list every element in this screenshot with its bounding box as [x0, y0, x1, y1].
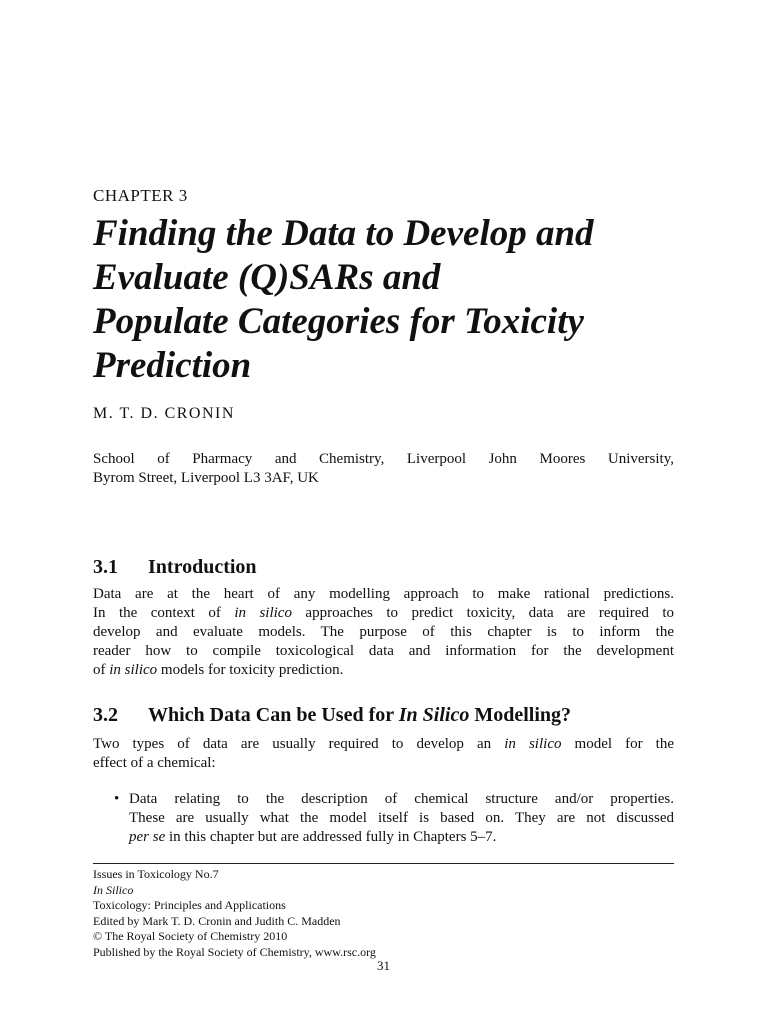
- page: [93, 0, 674, 1024]
- text-line: Data are at the heart of any modelling approach to make rational predictions.: [93, 586, 674, 602]
- section-heading-which-data: [93, 703, 571, 727]
- chapter-title-line: Finding the Data to Develop and: [93, 213, 594, 254]
- chapter-title-line: Evaluate (Q)SARs and: [93, 257, 441, 298]
- introduction-paragraph: [93, 585, 674, 680]
- section-title: Which Data Can be Used for In Silico Modelling?: [148, 704, 572, 726]
- text-line: Data relating to the description of chemical structure and/or properties.: [129, 791, 674, 807]
- text-line: In the context of in silico approaches to predict toxicity, data are required to: [93, 605, 674, 621]
- series-line: Issues in Toxicology No.7: [93, 867, 219, 881]
- italic-term: in silico: [109, 662, 158, 678]
- affiliation-line: Byrom Street, Liverpool L3 3AF, UK: [93, 470, 319, 486]
- chapter-label: CHAPTER 3: [93, 186, 188, 205]
- which-data-paragraph: [93, 735, 674, 773]
- section-title: Introduction: [148, 556, 257, 578]
- italic-term: In Silico: [398, 704, 470, 726]
- text-line: These are usually what the model itself is based on. They are not discussed: [129, 810, 674, 826]
- bullet-icon: •: [114, 791, 120, 807]
- chapter-title-line: Prediction: [93, 345, 252, 386]
- text-line: of in silico models for toxicity prediction.: [93, 662, 344, 678]
- affiliation-line: School of Pharmacy and Chemistry, Liverpool John Moores University,: [93, 451, 674, 467]
- copyright-line: © The Royal Society of Chemistry 2010: [93, 929, 288, 943]
- publisher-line: Published by the Royal Society of Chemistry, www.rsc.org: [93, 944, 376, 959]
- author-name: M. T. D. CRONIN: [93, 405, 235, 422]
- section-heading-introduction: [93, 555, 257, 579]
- text-line: Two types of data are usually required to develop an in silico model for the: [93, 736, 675, 752]
- publication-footnote: [93, 867, 376, 960]
- author-affiliation: [93, 450, 674, 488]
- text-line: effect of a chemical:: [93, 755, 216, 771]
- text-line: develop and evaluate models. The purpose of this chapter is to inform the: [93, 624, 674, 640]
- bullet-list-item: [114, 790, 674, 847]
- italic-term: in silico: [504, 736, 562, 752]
- bullet-text: [129, 790, 674, 847]
- chapter-title-line: Populate Categories for Toxicity: [93, 301, 584, 342]
- italic-term: in silico: [234, 605, 292, 621]
- chapter-title: [93, 212, 674, 388]
- text-line: per se in this chapter but are addressed fully in Chapters 5–7.: [129, 829, 497, 845]
- section-number: 3.2: [93, 704, 118, 726]
- footnote-divider: [93, 863, 674, 864]
- italic-term: per se: [129, 829, 166, 845]
- section-number: 3.1: [93, 556, 118, 578]
- book-title-line: In Silico Toxicology: Principles and Applications: [93, 882, 286, 912]
- editors-line: Edited by Mark T. D. Cronin and Judith C. Madden: [93, 913, 341, 928]
- text-line: reader how to compile toxicological data and information for the development: [93, 643, 674, 659]
- page-number: 31: [377, 958, 390, 973]
